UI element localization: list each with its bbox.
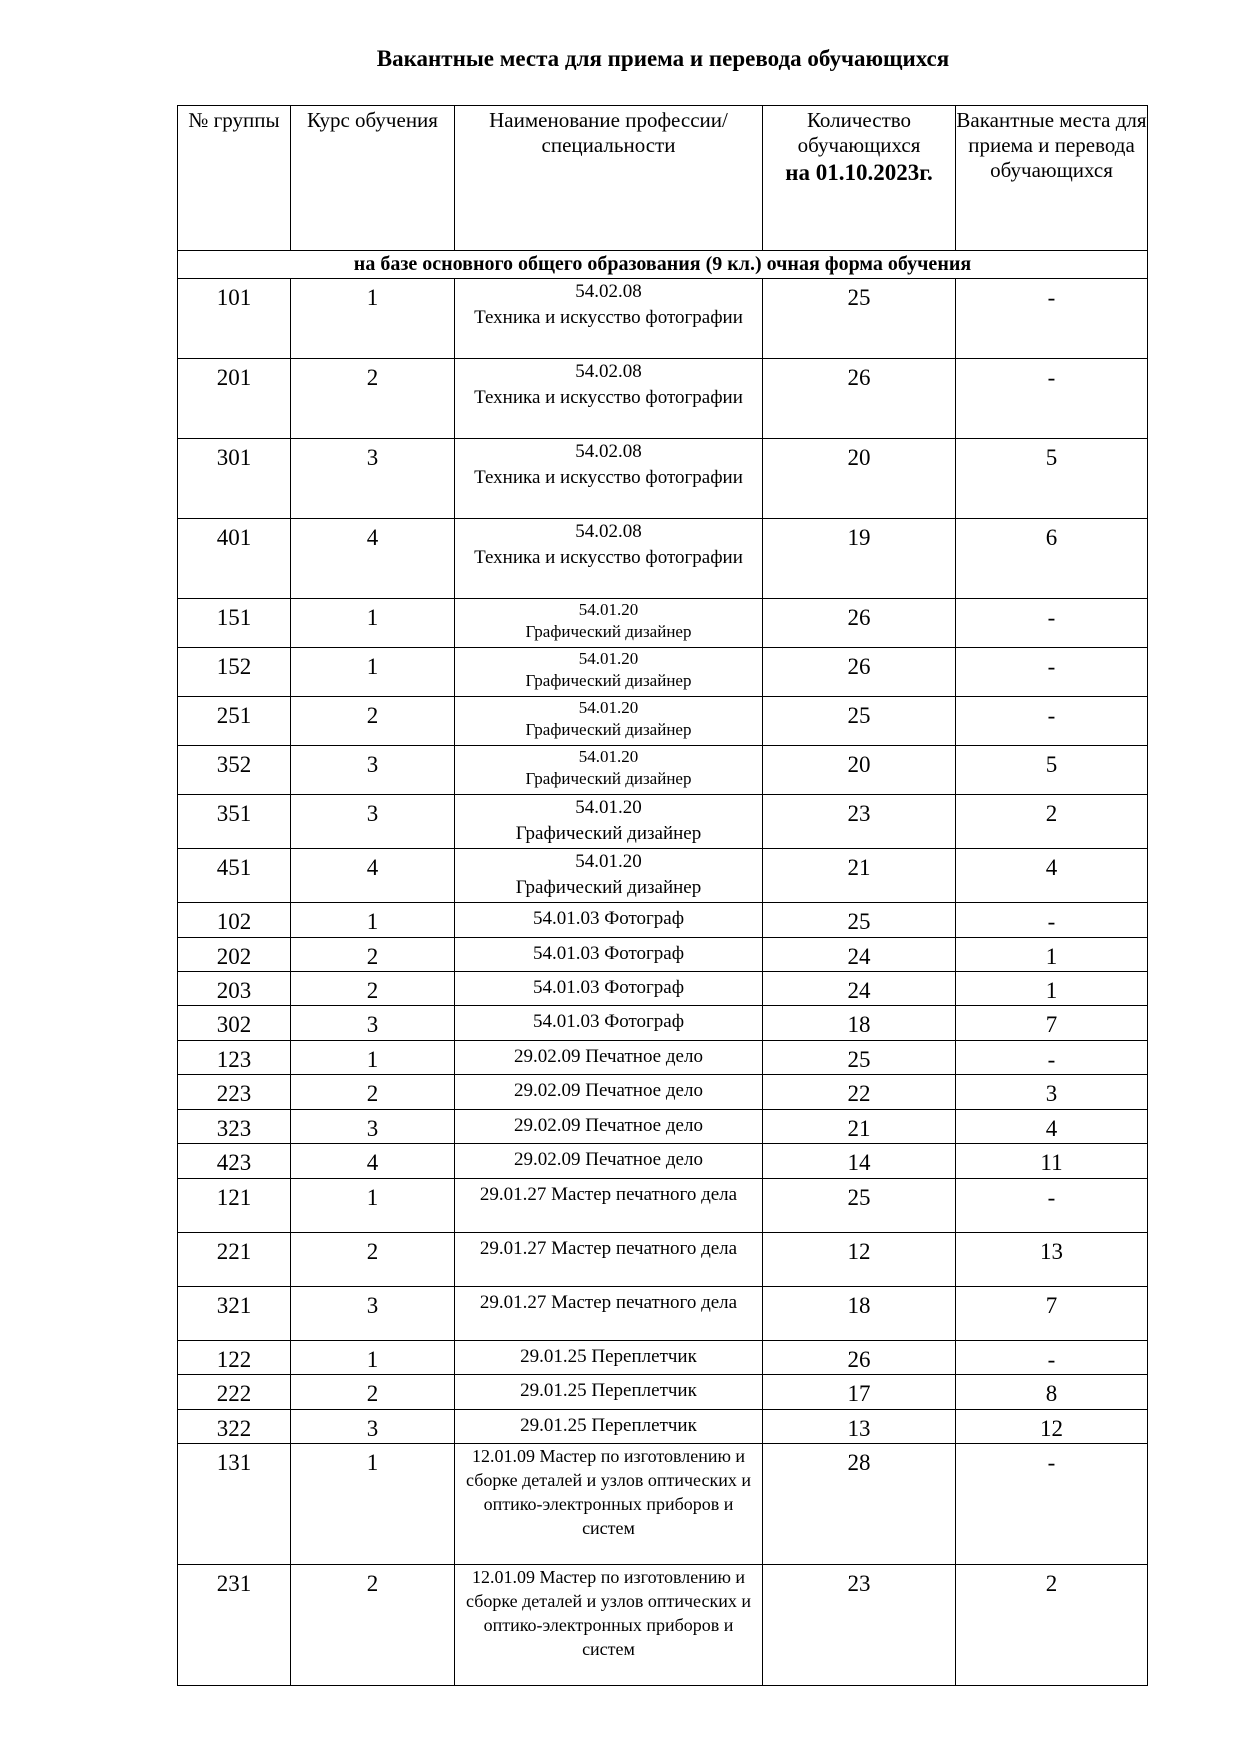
count-cell: 19 <box>763 519 956 599</box>
profession-name: Техника и искусство фотографии <box>474 307 743 328</box>
header-group: № группы <box>178 106 291 251</box>
vacant-cell: 1 <box>956 972 1148 1006</box>
count-cell: 25 <box>763 697 956 746</box>
course-cell: 3 <box>291 1006 455 1041</box>
group-cell: 302 <box>178 1006 291 1041</box>
vacant-cell: - <box>956 599 1148 648</box>
profession-cell <box>455 697 763 746</box>
section-label: на базе основного общего образования (9 кл.) очная форма обучения <box>178 251 1148 279</box>
table-body <box>178 279 1148 1686</box>
count-cell: 20 <box>763 439 956 519</box>
course-cell: 1 <box>291 599 455 648</box>
table-row <box>178 795 1148 849</box>
profession-name: 29.01.25 Переплетчик <box>455 1375 763 1410</box>
profession-name: 29.01.27 Мастер печатного дела <box>455 1179 763 1233</box>
course-cell: 1 <box>291 279 455 359</box>
profession-name: 29.02.09 Печатное дело <box>455 1110 763 1144</box>
course-cell: 4 <box>291 519 455 599</box>
profession-name: Техника и искусство фотографии <box>474 547 743 568</box>
course-cell: 4 <box>291 1144 455 1179</box>
table-row <box>178 648 1148 697</box>
count-cell: 26 <box>763 648 956 697</box>
group-cell: 423 <box>178 1144 291 1179</box>
profession-name: 29.02.09 Печатное дело <box>455 1144 763 1179</box>
profession-code: 54.01.20 <box>575 797 642 818</box>
table-row <box>178 279 1148 359</box>
count-cell: 26 <box>763 359 956 439</box>
profession-cell <box>455 746 763 795</box>
table-row <box>178 1179 1148 1233</box>
group-cell: 201 <box>178 359 291 439</box>
group-cell: 323 <box>178 1110 291 1144</box>
vacant-cell: 5 <box>956 439 1148 519</box>
group-cell: 203 <box>178 972 291 1006</box>
profession-name: Графический дизайнер <box>515 823 702 844</box>
profession-name: Техника и искусство фотографии <box>474 467 743 488</box>
course-cell: 2 <box>291 1375 455 1410</box>
table-row <box>178 1075 1148 1110</box>
count-cell: 13 <box>763 1410 956 1444</box>
profession-name: 29.01.27 Мастер печатного дела <box>455 1287 763 1341</box>
count-cell: 17 <box>763 1375 956 1410</box>
vacant-cell: 12 <box>956 1410 1148 1444</box>
group-cell: 101 <box>178 279 291 359</box>
profession-code: 54.02.08 <box>575 521 642 542</box>
table-row <box>178 697 1148 746</box>
profession-cell <box>455 599 763 648</box>
vacant-cell: 6 <box>956 519 1148 599</box>
group-cell: 231 <box>178 1565 291 1686</box>
profession-name: Графический дизайнер <box>525 769 692 788</box>
count-cell: 24 <box>763 938 956 972</box>
course-cell: 1 <box>291 1444 455 1565</box>
profession-code: 54.01.20 <box>578 600 639 619</box>
group-cell: 123 <box>178 1041 291 1075</box>
table-row <box>178 1565 1148 1686</box>
vacant-cell: - <box>956 1041 1148 1075</box>
profession-name: Графический дизайнер <box>525 671 692 690</box>
vacant-cell: 7 <box>956 1287 1148 1341</box>
table-row <box>178 1006 1148 1041</box>
header-row <box>178 106 1148 251</box>
count-cell: 25 <box>763 1041 956 1075</box>
profession-code: 54.02.08 <box>575 281 642 302</box>
profession-cell <box>455 795 763 849</box>
group-cell: 322 <box>178 1410 291 1444</box>
header-count-date: на 01.10.2023г. <box>785 160 933 185</box>
vacant-cell: - <box>956 903 1148 938</box>
group-cell: 321 <box>178 1287 291 1341</box>
profession-name: 12.01.09 Мастер по изготовлению и сборке деталей и узлов оптических и оптико-электронных приборов и систем <box>455 1565 763 1686</box>
table-row <box>178 1233 1148 1287</box>
course-cell: 2 <box>291 697 455 746</box>
vacant-cell: 2 <box>956 795 1148 849</box>
vacant-cell: - <box>956 359 1148 439</box>
profession-code: 54.01.20 <box>575 851 642 872</box>
profession-name: 29.02.09 Печатное дело <box>455 1041 763 1075</box>
vacant-cell: 4 <box>956 1110 1148 1144</box>
group-cell: 301 <box>178 439 291 519</box>
course-cell: 4 <box>291 849 455 903</box>
course-cell: 3 <box>291 795 455 849</box>
profession-name: 29.01.25 Переплетчик <box>455 1341 763 1375</box>
group-cell: 122 <box>178 1341 291 1375</box>
vacant-cell: - <box>956 1341 1148 1375</box>
course-cell: 1 <box>291 648 455 697</box>
header-course: Курс обучения <box>291 106 455 251</box>
course-cell: 3 <box>291 1110 455 1144</box>
group-cell: 102 <box>178 903 291 938</box>
table-row <box>178 1110 1148 1144</box>
group-cell: 131 <box>178 1444 291 1565</box>
vacant-cell: 3 <box>956 1075 1148 1110</box>
table-row <box>178 903 1148 938</box>
count-cell: 22 <box>763 1075 956 1110</box>
table-row <box>178 1410 1148 1444</box>
profession-name: Техника и искусство фотографии <box>474 387 743 408</box>
table-row <box>178 1041 1148 1075</box>
course-cell: 2 <box>291 359 455 439</box>
table-row <box>178 359 1148 439</box>
count-cell: 14 <box>763 1144 956 1179</box>
group-cell: 221 <box>178 1233 291 1287</box>
profession-code: 54.02.08 <box>575 441 642 462</box>
count-cell: 23 <box>763 795 956 849</box>
count-cell: 18 <box>763 1287 956 1341</box>
profession-cell <box>455 359 763 439</box>
profession-code: 54.02.08 <box>575 361 642 382</box>
vacant-cell: 4 <box>956 849 1148 903</box>
profession-name: 54.01.03 Фотограф <box>455 938 763 972</box>
group-cell: 352 <box>178 746 291 795</box>
page-title: Вакантные места для приема и перевода обучающихся <box>376 46 950 71</box>
vacant-cell: 1 <box>956 938 1148 972</box>
table-row <box>178 1144 1148 1179</box>
table-row <box>178 972 1148 1006</box>
table-row <box>178 849 1148 903</box>
vacant-cell: - <box>956 648 1148 697</box>
course-cell: 3 <box>291 439 455 519</box>
profession-name: Графический дизайнер <box>525 720 692 739</box>
profession-code: 54.01.20 <box>578 649 639 668</box>
count-cell: 26 <box>763 1341 956 1375</box>
profession-code: 54.01.20 <box>578 747 639 766</box>
course-cell: 2 <box>291 972 455 1006</box>
group-cell: 223 <box>178 1075 291 1110</box>
table-row <box>178 519 1148 599</box>
section-row <box>178 251 1148 279</box>
count-cell: 18 <box>763 1006 956 1041</box>
count-cell: 28 <box>763 1444 956 1565</box>
group-cell: 451 <box>178 849 291 903</box>
profession-cell <box>455 279 763 359</box>
course-cell: 1 <box>291 1041 455 1075</box>
header-count <box>763 106 956 251</box>
header-name: Наименование профессии/ специальности <box>455 106 763 251</box>
count-cell: 25 <box>763 1179 956 1233</box>
profession-name: 54.01.03 Фотограф <box>455 903 763 938</box>
vacant-cell: 13 <box>956 1233 1148 1287</box>
count-cell: 25 <box>763 279 956 359</box>
vacant-cell: 8 <box>956 1375 1148 1410</box>
table-row <box>178 1287 1148 1341</box>
vacant-cell: 11 <box>956 1144 1148 1179</box>
profession-cell <box>455 439 763 519</box>
group-cell: 151 <box>178 599 291 648</box>
group-cell: 401 <box>178 519 291 599</box>
course-cell: 1 <box>291 1341 455 1375</box>
profession-cell <box>455 648 763 697</box>
course-cell: 1 <box>291 1179 455 1233</box>
table-row <box>178 1444 1148 1565</box>
count-cell: 26 <box>763 599 956 648</box>
course-cell: 3 <box>291 746 455 795</box>
vacant-cell: - <box>956 1179 1148 1233</box>
count-cell: 23 <box>763 1565 956 1686</box>
profession-name: 54.01.03 Фотограф <box>455 1006 763 1041</box>
course-cell: 1 <box>291 903 455 938</box>
table-row <box>178 746 1148 795</box>
group-cell: 121 <box>178 1179 291 1233</box>
course-cell: 2 <box>291 938 455 972</box>
table-row <box>178 599 1148 648</box>
vacant-cell: - <box>956 1444 1148 1565</box>
profession-name: 29.01.27 Мастер печатного дела <box>455 1233 763 1287</box>
vacant-cell: - <box>956 697 1148 746</box>
vacancies-table <box>177 105 1148 1686</box>
profession-cell <box>455 849 763 903</box>
profession-name: 54.01.03 Фотограф <box>455 972 763 1006</box>
group-cell: 152 <box>178 648 291 697</box>
group-cell: 251 <box>178 697 291 746</box>
count-cell: 21 <box>763 1110 956 1144</box>
count-cell: 25 <box>763 903 956 938</box>
profession-name: 29.01.25 Переплетчик <box>455 1410 763 1444</box>
count-cell: 21 <box>763 849 956 903</box>
group-cell: 202 <box>178 938 291 972</box>
profession-name: Графический дизайнер <box>525 622 692 641</box>
vacant-cell: - <box>956 279 1148 359</box>
profession-name: 12.01.09 Мастер по изготовлению и сборке деталей и узлов оптических и оптико-электронных приборов и систем <box>455 1444 763 1565</box>
vacant-cell: 2 <box>956 1565 1148 1686</box>
header-count-label: Количество обучающихся <box>797 108 921 157</box>
table-row <box>178 938 1148 972</box>
table-row <box>178 439 1148 519</box>
header-vacant: Вакантные места для приема и перевода обучающихся <box>956 106 1148 251</box>
count-cell: 20 <box>763 746 956 795</box>
table-row <box>178 1375 1148 1410</box>
vacant-cell: 5 <box>956 746 1148 795</box>
count-cell: 12 <box>763 1233 956 1287</box>
profession-name: 29.02.09 Печатное дело <box>455 1075 763 1110</box>
course-cell: 3 <box>291 1287 455 1341</box>
course-cell: 2 <box>291 1075 455 1110</box>
course-cell: 3 <box>291 1410 455 1444</box>
course-cell: 2 <box>291 1565 455 1686</box>
profession-cell <box>455 519 763 599</box>
group-cell: 222 <box>178 1375 291 1410</box>
count-cell: 24 <box>763 972 956 1006</box>
group-cell: 351 <box>178 795 291 849</box>
profession-name: Графический дизайнер <box>515 877 702 898</box>
course-cell: 2 <box>291 1233 455 1287</box>
table-row <box>178 1341 1148 1375</box>
vacant-cell: 7 <box>956 1006 1148 1041</box>
profession-code: 54.01.20 <box>578 698 639 717</box>
